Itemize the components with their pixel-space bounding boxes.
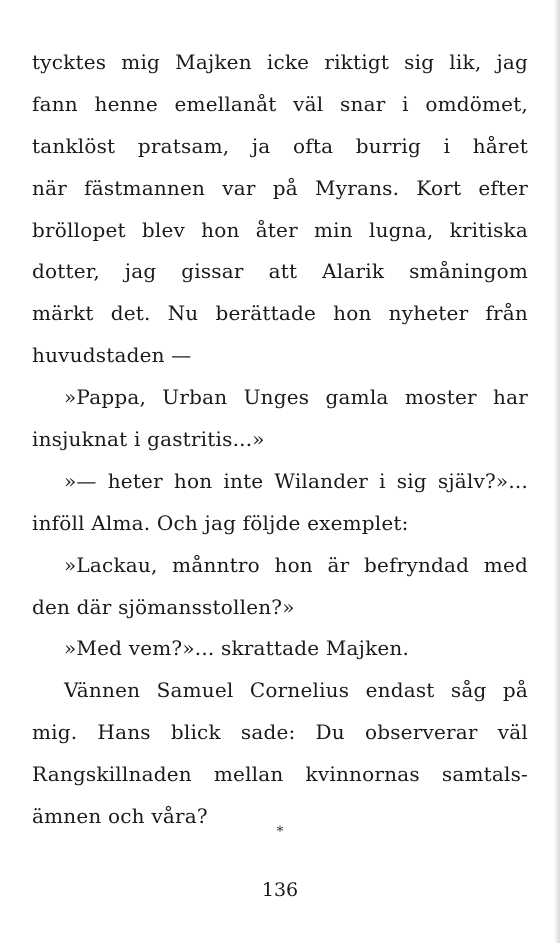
section-ornament: * — [276, 824, 284, 840]
body-text — [32, 42, 528, 838]
text-line: när fästmannen var på Myrans. Kort efter — [32, 175, 528, 200]
text-line: »Lackau, månntro hon är befryndad med — [64, 552, 528, 577]
text-line: »Med vem?»... skrattade Majken. — [64, 636, 410, 661]
text-line: tycktes mig Majken icke riktigt sig lik, jag — [32, 50, 528, 74]
scan-edge-shadow — [554, 0, 560, 943]
text-line: tanklöst pratsam, ja ofta burrig i håret — [32, 133, 528, 158]
text-line: »— heter hon inte Wilander i sig själv?»... — [64, 468, 528, 493]
text-line: Vännen Samuel Cornelius endast såg på — [64, 678, 528, 703]
text-line: insjuknat i gastritis...» — [32, 427, 265, 452]
text-line: »Pappa, Urban Unges gamla moster har — [64, 385, 528, 410]
text-line: mig. Hans blick sade: Du observerar väl — [32, 720, 528, 745]
page-number: 136 — [261, 879, 299, 901]
text-line: dotter, jag gissar att Alarik småningom — [32, 259, 528, 284]
text-line: fann henne emellanåt väl snar i omdömet, — [32, 91, 528, 116]
text-line: Rangskillnaden mellan kvinnornas samtals- — [32, 762, 528, 787]
text-line: huvudstaden — — [32, 343, 192, 368]
text-line: bröllopet blev hon åter min lugna, kritiska — [32, 217, 528, 242]
text-line: inföll Alma. Och jag följde exemplet: — [32, 510, 409, 535]
text-line: ämnen och våra? — [32, 804, 208, 829]
text-line: märkt det. Nu berättade hon nyheter från — [32, 301, 528, 326]
text-line: den där sjömansstollen?» — [32, 594, 295, 619]
